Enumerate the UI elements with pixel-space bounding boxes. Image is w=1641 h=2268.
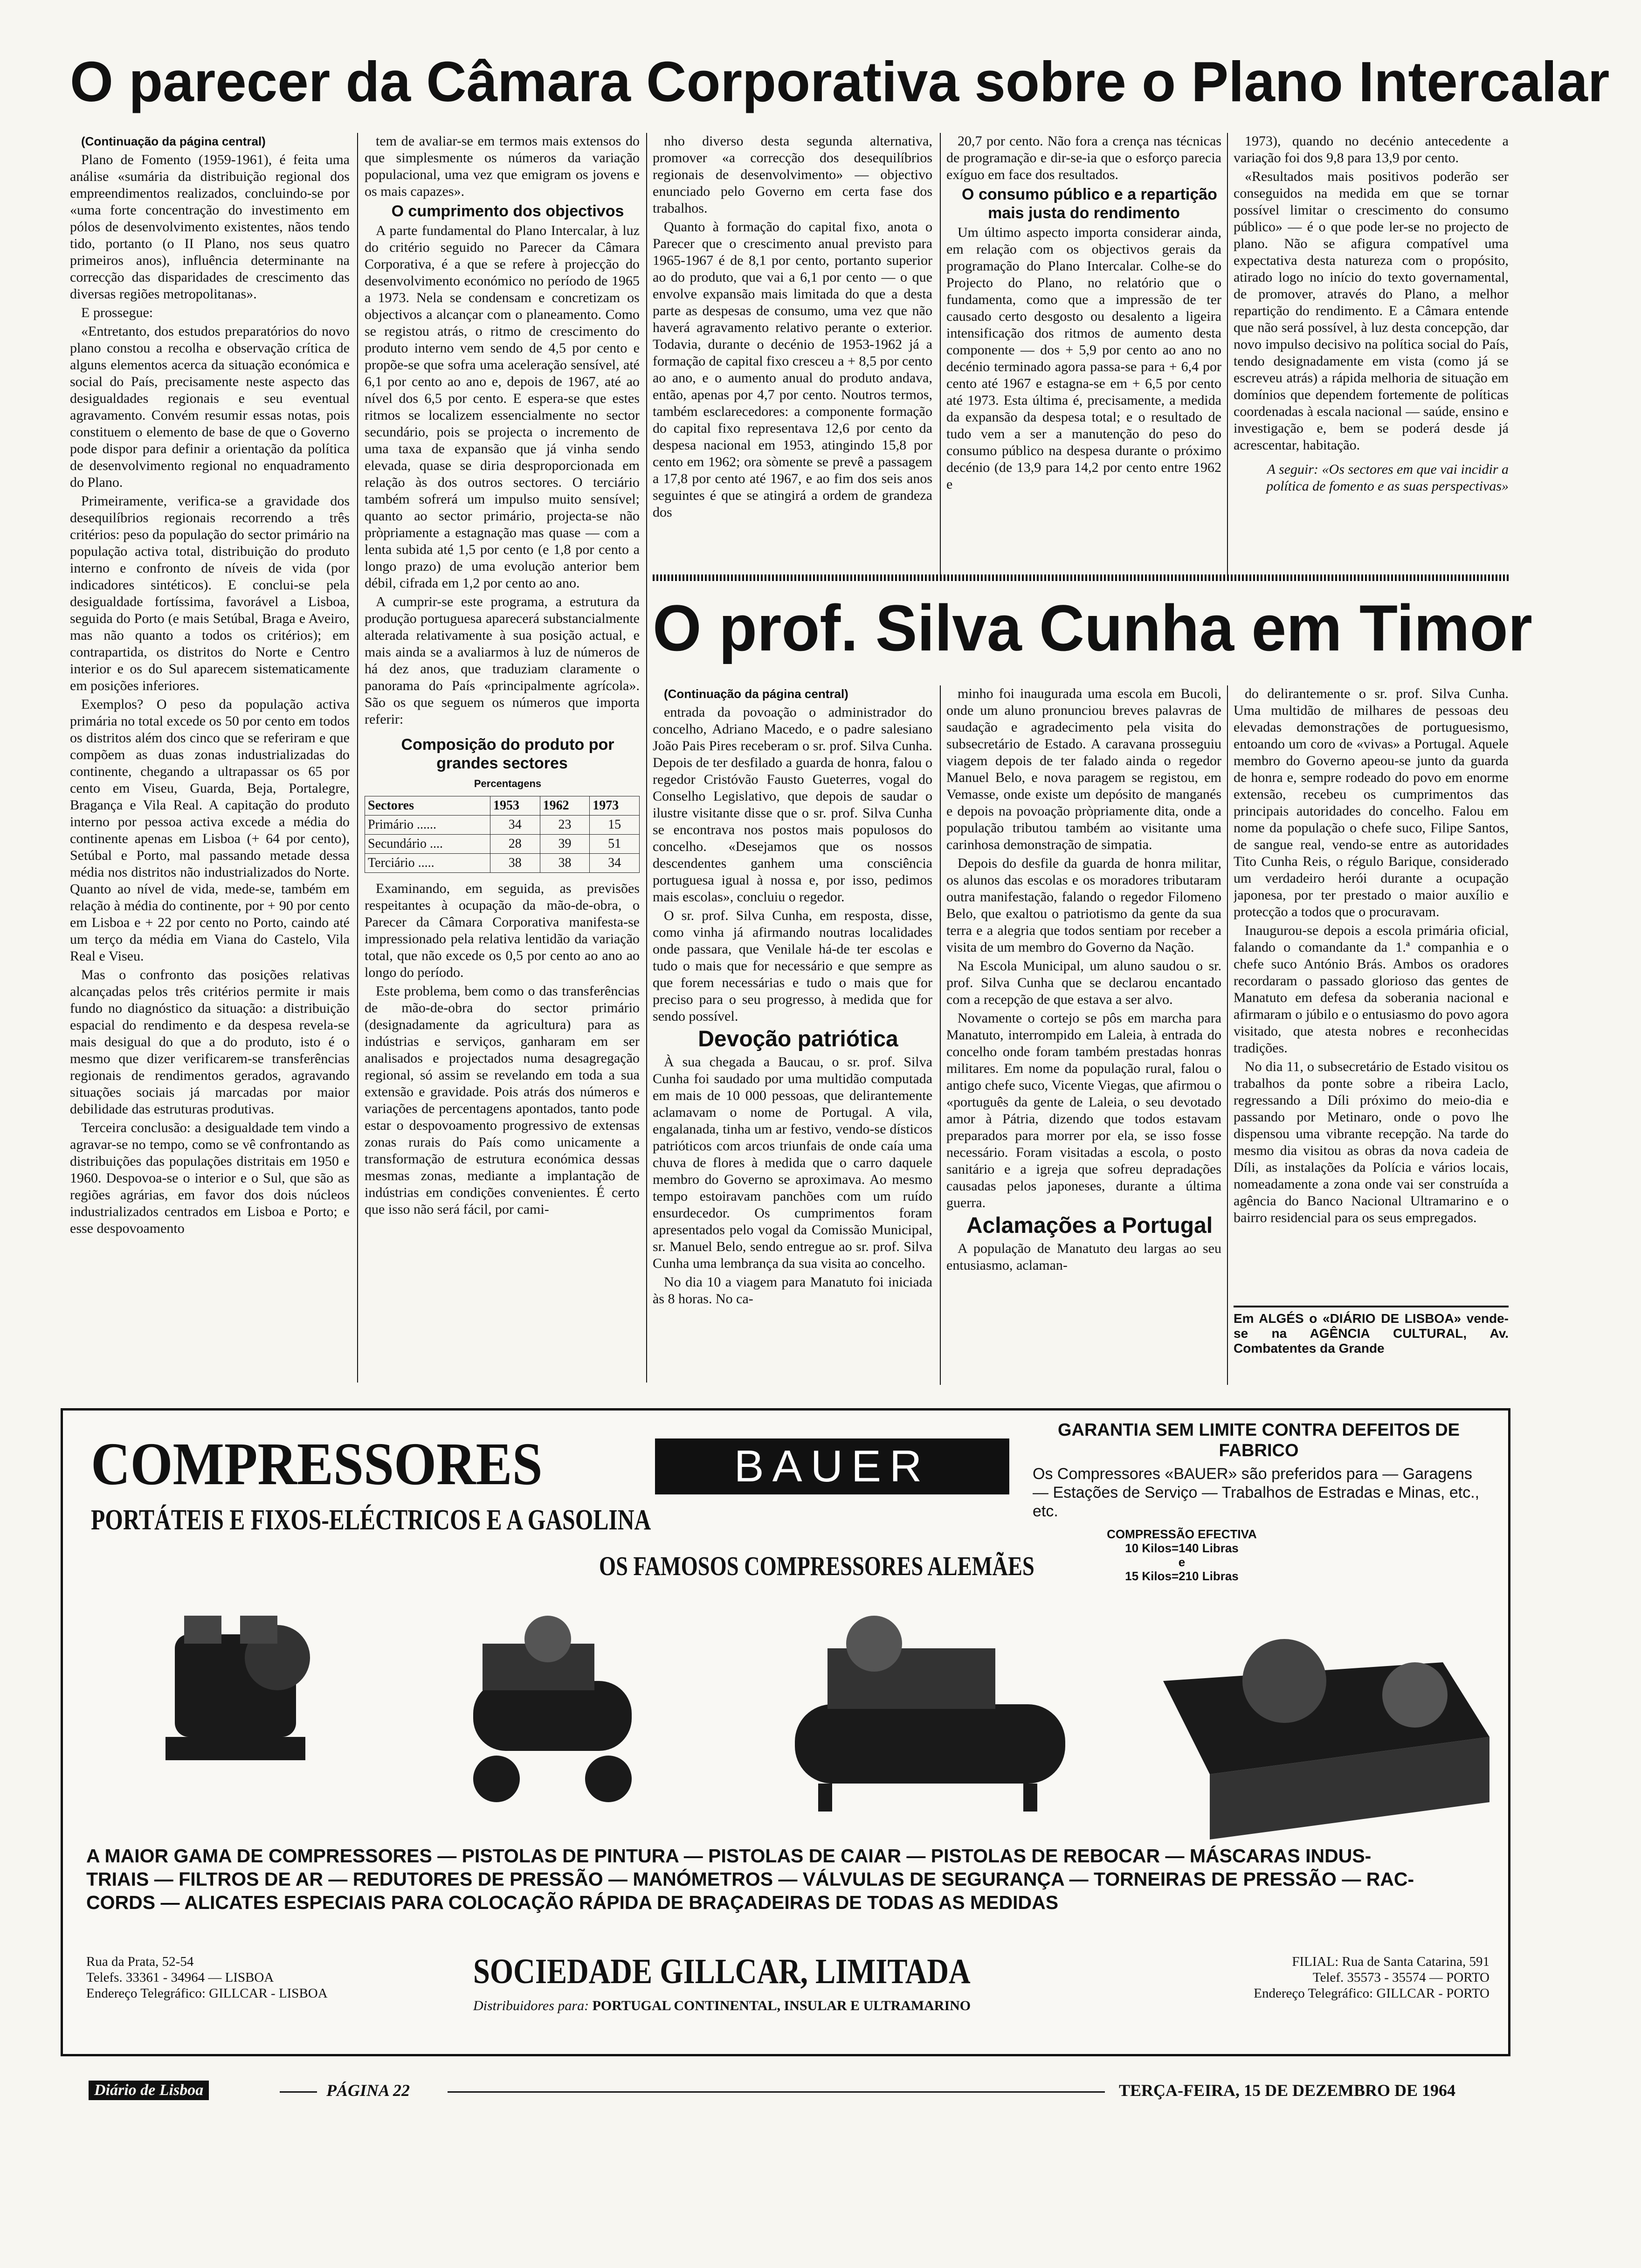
paragraph: do delirantemente o sr. prof. Silva Cunha. Uma multidão de milhares de pessoas deu elevadas demonstrações de portuguesismo, entoando um coro de «vivas» a Portugal. Aquele membro do Governo apeou-se junto da guarda de honra e, sempre rodeado do povo em enorme extensão, recebeu os cumprimentos das principais autoridades do concelho. Falou em nome da população o chefe suco, Filipe Santos, de sangue real, vendo-se entre as autoridades Tito Cunha Reis, o régulo Barique, considerado um verdadeiro herói durante a ocupação japonesa, por ter prestado o maior auxílio e protecção a todos que o procuravam. [1234,686,1509,920]
compressao-title: COMPRESSÃO EFECTIVA [1107,1527,1257,1541]
address-line: FILIAL: Rua de Santa Catarina, 591 [1292,1954,1489,1969]
paragraph: Exemplos? O peso da população activa primária no total excede os 50 por cento em todos os distritos além dos cinco que se referiram e que compõem as duas zonas industrializadas do continente, chegando a ultrapassar os 65 por cento em Viseu, Guarda, Beja, Portalegre, Bragança e Vila Real. A capitação do produto interno por pessoa activa excede a média do continente apenas em Lisboa (+ 64 por cento), Setúbal e Porto, mal passando metade dessa média nos distritos não industrializados do Norte. Quanto ao nível de vida, mede-se, também em relação à média do continente, por + 90 por cento em Lisboa e + 22 por cento no Porto, caindo até um terço da média em Viana do Castelo, Vila Real e Viseu. [70,697,350,964]
compressao-and: e [1178,1555,1186,1569]
continuation-note: (Continuação da página central) [81,134,266,148]
article1-column-5 [1234,133,1509,581]
column-rule [646,133,647,1383]
article1-column-1 [70,133,350,1383]
bauer-logo [655,1438,1009,1494]
product-range-line: A MAIOR GAMA DE COMPRESSORES — PISTOLAS DE PINTURA — PISTOLAS DE CAIAR — PISTOLAS DE REBOCAR — MÁSCARAS INDUS- [86,1845,1372,1867]
subheading-aclamacoes: Aclamações a Portugal [966,1213,1213,1238]
table-row [365,835,640,854]
section-divider [653,574,1509,581]
table-cell: 28 [490,835,540,854]
porto-address [1254,1954,1489,2001]
paragraph: 20,7 por cento. Não fora a crença nas técnicas de programação e dir-se-ia que o esforço parecia exíguo em face dos resultados. [946,133,1221,182]
compressao-value: 15 Kilos=210 Libras [1125,1569,1239,1583]
masthead-logo: Diário de Lisboa [89,2081,209,2100]
paragraph: entrada da povoação o administrador do concelho, Adriano Macedo, e o padre salesiano João Pais Pires receberam o sr. prof. Silva Cunha. Depois de ter desfilado a guarda de honra, falou o regedor Cristóvão Fausto Gueterres, vogal do Conselho Legislativo, que depois de saudar o ilustre visitante disse que o sr. prof. Silva Cunha se encontrava nos postos mais populosos do concelho. «Desejamos que os nossos descendentes ganhem uma consciência portuguesa igual à nossa e, por isso, pedimos mais escolas», concluiu o regedor. [653,705,932,905]
table-row [365,854,640,873]
table-unit: Percentagens [474,778,542,789]
table-cell: Secundário .... [365,835,490,854]
paragraph: Um último aspecto importa considerar ainda, em relação com os objectivos gerais da programação do Plano Intercalar. Colhe-se do Projecto do Plano, no relatório que o fundamenta, como que a impressão de ter causado certo desgosto ou desalento a ligeira intensificação dos ritmos de aumento desta componente — dos + 5,9 por cento ao ano no decénio terminado agora passa-se para + 6,4 por cento até 1967 e estagna-se em + 6,5 por cento até 1973. Esta última é, precisamente, a medida da expansão da despesa total; e o resultado de tudo vem a ser a manutenção do peso do consumo público na despesa durante o próximo decénio (de 13,9 para 14,2 por cento entre 1962 e [946,225,1221,492]
tank-compressor-image [795,1616,1065,1812]
lisbon-address [86,1954,328,2001]
table-cell: Terciário ..... [365,854,490,873]
issue-date: TERÇA-FEIRA, 15 DE DEZEMBRO DE 1964 [1119,2081,1456,2100]
headline-silva-cunha: O prof. Silva Cunha em Timor [653,591,1532,664]
paragraph: A população de Manatuto deu largas ao seu entusiasmo, aclaman- [946,1241,1221,1273]
headline-plano-intercalar: O parecer da Câmara Corporativa sobre o Plano Intercalar [70,50,1610,113]
paragraph: A cumprir-se este programa, a estrutura da produção portuguesa aparecerá substancialmente alterada relativamente à sua posição actual, e mais ainda se a avaliarmos à luz de números de há dez anos, que traduziam claramente o panorama do País «principalmente agrícola». São os que seguem os números que importa referir: [365,594,640,727]
article1-col1-body [70,152,350,1237]
continuation-note: (Continuação da página central) [664,687,848,701]
paragraph: Examinando, em seguida, as previsões respeitantes à ocupação da mão-de-obra, o Parecer da Câmara Corporativa manifesta-se impressionado pela relativa lentidão da variação total, que não excede os 0,5 por cento ao ano ao longo do período. [365,881,640,980]
table-cell: 38 [490,854,540,873]
paragraph: E prossegue: [81,305,153,320]
table-cell: 23 [540,816,590,835]
address-line: Endereço Telegráfico: GILLCAR - PORTO [1254,1986,1489,2001]
column-rule [357,133,358,1383]
garantia-block [1033,1420,1485,1521]
paragraph: No dia 10 a viagem para Manatuto foi iniciada às 8 horas. No ca- [653,1274,932,1307]
algés-box-text: Em ALGÉS o «DIÁRIO DE LISBOA» vende-se na AGÊNCIA CULTURAL, Av. Combatentes da Grande [1234,1311,1509,1355]
product-range-line: CORDS — ALICATES ESPECIAIS PARA COLOCAÇÃO RÁPIDA DE BRAÇADEIRAS DE TODAS AS MEDIDAS [86,1892,1059,1913]
subheading-cumprimento: O cumprimento dos objectivos [391,202,624,220]
table-cell: 34 [590,854,640,873]
article2-column-1 [653,685,932,1385]
ad-tagline: PORTÁTEIS E FIXOS-ELÉCTRICOS E A GASOLINA [91,1504,651,1536]
production-table [365,735,640,873]
article1-col4-top [946,133,1221,183]
paragraph: 1973), quando no decénio antecedente a variação foi dos 9,8 para 13,9 por cento. [1234,133,1509,166]
table-header: 1953 [490,796,540,816]
article2-column-2 [946,685,1221,1385]
article1-col2-top [365,133,640,200]
article1-col4-body [946,224,1221,493]
article2-col1-body [653,704,932,1025]
table-title: Composição do produto por grandes sectores [401,736,614,772]
bauer-logo-text: BAUER [734,1441,931,1491]
article1-col3-body [653,133,932,521]
column-rule [940,133,941,581]
distributors-regions: PORTUGAL CONTINENTAL, INSULAR E ULTRAMARINO [592,1998,971,2013]
company-name: SOCIEDADE GILLCAR, LIMITADA [473,1952,971,1991]
table-cell: 38 [540,854,590,873]
column-rule [1227,685,1228,1385]
table-cell: Primário ...... [365,816,490,835]
column-rule [1227,133,1228,581]
table-header: 1973 [590,796,640,816]
ad-brand: COMPRESSORES [91,1431,543,1498]
bauer-advertisement [61,1408,1510,2056]
distributors-label: Distribuidores para: [473,1998,589,2013]
ad-famosos: OS FAMOSOS COMPRESSORES ALEMÃES [599,1551,1034,1581]
article2-col2-bottom [946,1240,1221,1274]
portable-compressor-image [473,1616,632,1802]
algés-box [1234,1306,1509,1356]
table-cell: 15 [590,816,640,835]
compressao-value: 10 Kilos=140 Libras [1125,1541,1239,1555]
table-cell: 51 [590,835,640,854]
paragraph: A parte fundamental do Plano Intercalar, à luz do critério seguido no Parecer da Câmara Corporativa, é a que se refere à projecção do desenvolvimento económico no período de 1965 a 1973. Nela se condensam e concretizam os objectivos a alcançar com o planeamento. Como se registou atrás, o ritmo de crescimento do produto interno vem sendo de 4,5 por cento e propõe-se que sofra uma aceleração sensível, até 6,1 por cento ao ano e, depois de 1967, até ao nível dos 6,5 por cento. E espera-se que estes ritmos se localizem essencialmente no sector secundário, pois se projecta o incremento de uma taxa de expansão que já vinha sendo elevada, quase se diria desproporcionada em relação às dos outros sectores. O terciário também sofrerá um impulso muito sensível; quanto ao sector primário, projecta-se não pròpriamente a estagnação mas quase — com a lenta subida até 1,5 por cento (e 1,8 por cento a longo prazo) de uma evolução anterior bem débil, cifrada em 1,2 por cento ao ano. [365,223,640,591]
stationary-compressor-image [1163,1639,1489,1839]
paragraph: Na Escola Municipal, um aluno saudou o sr. prof. Silva Cunha que se declarou encantado com a recepção de que estava a ser alvo. [946,958,1221,1007]
paragraph: O sr. prof. Silva Cunha, em resposta, disse, como vinha já afirmando noutras localidades onde passara, que Venilale há-de ter escolas e tudo o mais que for necessário e que sempre as que forem necessárias e tudo o mais que for preciso para o seu progresso, à medida que for sendo possível. [653,908,932,1024]
article1-col2-body [365,222,640,728]
compressao-block [1065,1527,1298,1583]
paragraph: «Entretanto, dos estudos preparatórios do novo plano constou a recolha e observação crítica de alguns elementos acerca da situação económica e social do País, precisamente neste aspecto das desigualdades regionais e seu eventual agravamento. Convém resumir essas notas, pois constituem o elemento de base de que o Governo pode dispor para definir a orientação da política de desenvolvimento regional no enquadramento do Plano. [70,324,350,490]
table-cell: 39 [540,835,590,854]
article1-col5-body [1234,133,1509,454]
paragraph: No dia 11, o subsecretário de Estado visitou os trabalhos da ponte sobre a ribeira Laclo, regressando a Díli próximo do meio-dia e passando por Metinaro, onde o povo lhe dispensou uma vibrante recepção. Na tarde do mesmo dia visitou as obras da nova cadeia de Díli, as instalações da Polícia e vários locais, nomeadamente a zona onde vai ser construída a agência do Banco Nacional Ultramarino e o bairro residencial para os seus empregados. [1234,1059,1509,1225]
footer-rule [448,2091,1105,2093]
subheading-consumo: O consumo público e a repartição mais justa do rendimento [962,186,1217,222]
column-rule [940,685,941,1385]
paragraph: «Resultados mais positivos poderão ser conseguidos na medida em que se tornar possível limitar o crescimento do consumo público» — é o que pode ler-se no projecto de plano. Não se afigura compatível uma expectativa desta natureza com o propósito, atirado logo no início do texto governamental, de promover, através do Plano, a melhor repartição do rendimento. E a Câmara entende que não será possível, à luz desta concepção, dar novo impulso decisivo na política social do País, tendo designadamente em vista (como já se escreveu atrás) a rápida melhoria de situação em domínios que dependem fortemente de políticas coordenadas à escala nacional — saúde, ensino e investigação e, bem se poderá desde já acrescentar, habitação. [1234,169,1509,453]
article1-column-4 [946,133,1221,581]
paragraph: Plano de Fomento (1959-1961), é feita uma análise «sumária da distribuição regional dos empreendimentos realizados, concluindo-se por «uma forte concentração do investimento em pólos de desenvolvimento existentes, nãos tendo tido, portanto (o II Plano, nos seus quatro primeiros anos), influência determinante na correcção das disparidades de crescimento das diversas regiões metropolitanas». [70,152,350,302]
product-range [86,1844,1485,1914]
table-header: Sectores [365,796,490,816]
paragraph: minho foi inaugurada uma escola em Bucoli, onde um aluno pronunciou breves palavras de saudação e agradecimento pela visita do subsecretário de Estado. A caravana prosseguiu viagem depois de ter falado ainda o regedor Manuel Belo, e nova paragem se registou, em Vemasse, onde existe um depósito de manganés e depois na povoação pròpriamente dita, onde a população tributou também ao visitante uma carinhosa demonstração de simpatia. [946,686,1221,852]
subheading-devocao: Devoção patriótica [698,1027,898,1051]
compressor-head-image [165,1616,310,1760]
paragraph: Terceira conclusão: a desigualdade tem vindo a agravar-se no tempo, como se vê confrontando as distribuições das populações distritais em 1950 e 1960. Despovoa-se o interior e o Sul, que são as regiões agrárias, em favor dos dois núcleos industrializados centrados em Lisboa e Porto; e esse despovoamento [70,1120,350,1236]
paragraph: Este problema, bem como o das transferências de mão-de-obra do sector primário (designadamente da agricultura) para as indústrias e serviços, ganharam em ser analisados e projectados numa desagregação regional, só assim se revelando em toda a sua extensão e gravidade. Pois atrás dos números e variações de percentagens apontados, tanto pode estar o despovoamento progressivo de extensas zonas rurais do País como unicamente a transformação de estrutura económica dessas mesmas zonas, mediante a implantação de indústrias em condições convenientes. É certo que isso não será fácil, por cami- [365,983,640,1217]
article2-col2-body [946,685,1221,1211]
address-line: Telefs. 33361 - 34964 — LISBOA [86,1970,274,1985]
address-line: Rua da Prata, 52-54 [86,1954,194,1969]
garantia-body: Os Compressores «BAUER» são preferidos para — Garagens — Estações de Serviço — Trabalhos de Estradas e Minas, etc., etc. [1033,1465,1480,1520]
paragraph: Depois do desfile da guarda de honra militar, os alunos das escolas e os moradores tributaram outra manifestação, falando o regedor Filomeno Belo, que exaltou o patriotismo da gente da sua terra e a alegria que todos sentiam por receber a visita de um membro do Governo da Nação. [946,856,1221,955]
article1-column-3 [653,133,932,581]
paragraph: Mas o confronto das posições relativas alcançadas pelos três critérios permite ir mais fundo no diagnóstico da situação: a distribuição espacial do rendimento e da despesa revela-se mais desigual do que a do produto, isto é o mesmo que dizer verificarem-se transferências regionais de rendimentos gerados, agravando situações sociais já marcadas por maior debilidade das estruturas produtivas. [70,967,350,1117]
paragraph: Novamente o cortejo se pôs em marcha para Manatuto, interrompido em Laleia, à entrada do concelho onde foram também prestadas honras militares. Em nome da população rural, falou o antigo chefe suco, Vicente Viegas, que afirmou o «português da gente de Laleia, o seu devotado amor à Pátria, dizendo que todos estavam preparados para morrer por ela, se isso fosse necessário. Foram visitadas a escola, o posto sanitário e a igreja que sofreu depradações causadas pelos japoneses, durante a última guerra. [946,1010,1221,1210]
page-number: PÁGINA 22 [326,2081,410,2100]
article2-col3-body [1234,685,1509,1301]
garantia-title: GARANTIA SEM LIMITE CONTRA DEFEITOS DE FABRICO [1057,1420,1460,1460]
article2-column-3 [1234,685,1509,1385]
paragraph: tem de avaliar-se em termos mais extensos do que simplesmente os números da variação populacional, uma vez que emigram os jovens e os mais capazes». [365,133,640,199]
compressor-illustrations [63,1588,1503,1839]
table-header: 1962 [540,796,590,816]
table-cell: 34 [490,816,540,835]
footer-rule [280,2091,317,2093]
paragraph: Quanto à formação do capital fixo, anota o Parecer que o crescimento anual previsto para 1965-1967 é de 8,1 por cento, portanto superior ao do produto, que vai a 6,1 por cento — o que envolve expansão mais limitada do que a desta parte as despesas de consumo, uma vez que não haverá agravamento relativo perante o exterior. Todavia, durante o decénio de 1953-1962 já a formação de capital fixo cresceu a + 8,5 por cento ao ano, e o aumento anual do produto andava, então, apenas por 4,7 por cento. Noutros termos, também esclarecedores: a componente formação do capital fixo representava 12,6 por cento da despesa nacional em 1953, atingindo 15,8 por cento em 1962; ora sòmente se prevê a passagem a 17,8 por cento até 1967, e ao fim dos seis anos seguintes é que se atingirá a ordem de grandeza dos [653,219,932,520]
paragraph: Inaugurou-se depois a escola primária oficial, falando o comandante da 1.ª companhia e o chefe suco António Brás. Ambos os oradores recordaram o passado glorioso das gentes de Manatuto em defesa da soberania nacional e afirmaram o júbilo e o entusiasmo do povo agora visitado, que atesta nobres e reconhecidas tradições. [1234,923,1509,1056]
article2-col1-bottom [653,1054,932,1307]
table-row [365,816,640,835]
article1-col2-bottom [365,880,640,1218]
article1-column-2 [365,133,640,1383]
paragraph: nho diverso desta segunda alternativa, promover «a correcção dos desequilíbrios regionais de desenvolvimento» — objectivo enunciado pelo Governo em certa fase dos trabalhos. [653,133,932,216]
paragraph: À sua chegada a Baucau, o sr. prof. Silva Cunha foi saudado por uma multidão computada em mais de 10 000 pessoas, que delirantemente aclamavam o nome de Portugal. A vila, engalanada, tinha um ar festivo, vendo-se dísticos patrióticos com arcos triunfais de onde caía uma chuva de flores à medida que o carro daquele membro do Governo se aproximava. Ao mesmo tempo estoiravam panchões com um ruído ensurdecedor. Os cumprimentos foram apresentados pelo vogal da Comissão Municipal, sr. Manuel Belo, sendo entregue ao sr. prof. Silva Cunha uma lembrança da sua visita ao concelho. [653,1054,932,1271]
next-installment-note: A seguir: «Os sectores em que vai incidir a política de fomento e as suas perspectivas» [1266,462,1509,494]
sector-table [365,796,640,873]
product-range-line: TRIAIS — FILTROS DE AR — REDUTORES DE PRESSÃO — MANÓMETROS — VÁLVULAS DE SEGURANÇA — TORNEIRAS DE PRESSÃO — RAC- [86,1868,1414,1890]
address-line: Telef. 35573 - 35574 — PORTO [1312,1970,1489,1985]
paragraph: Primeiramente, verifica-se a gravidade dos desequilíbrios regionais recorrendo a três critérios: peso da população do sector primário na população activa total, distribuição do produto interno e confronto de níveis de vida (por indicadores sintéticos). E conclui-se pela desigualdade fortíssima, favorável a Lisboa, seguida do Porto (e mais Setúbal, Braga e Aveiro, mas não quanto a todos os critérios); em contrapartida, os distritos do Norte e Centro interior e os do Sul aparecem sistematicamente em posições inferiores. [70,493,350,693]
distributors [473,1998,971,2014]
address-line: Endereço Telegráfico: GILLCAR - LISBOA [86,1986,328,2001]
